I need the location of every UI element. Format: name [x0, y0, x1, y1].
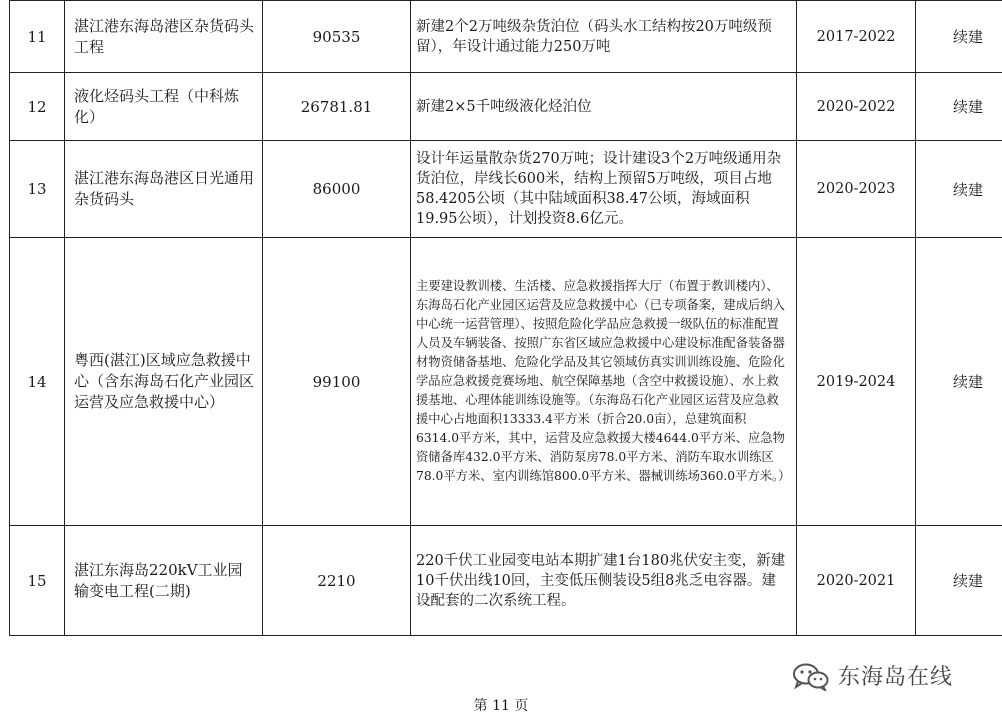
construction-period: 2017-2022	[797, 1, 916, 73]
table-row	[10, 141, 1002, 238]
row-number: 15	[10, 526, 65, 636]
project-name: 湛江东海岛220kV工业园输变电工程(二期)	[65, 526, 263, 636]
construction-period: 2020-2023	[797, 141, 916, 238]
construction-content: 新建2×5千吨级液化烃泊位	[411, 73, 797, 141]
row-number: 14	[10, 238, 65, 526]
investment-amount: 2210	[263, 526, 411, 636]
table-row	[10, 238, 1002, 526]
project-status: 续建	[916, 73, 1002, 141]
construction-period: 2020-2022	[797, 73, 916, 141]
row-number: 11	[10, 1, 65, 73]
table-row	[10, 73, 1002, 141]
construction-content: 新建2个2万吨级杂货泊位（码头水工结构按20万吨级预留），年设计通过能力250万吨	[411, 1, 797, 73]
wechat-icon	[790, 661, 832, 691]
construction-period: 2019-2024	[797, 238, 916, 526]
project-name: 湛江港东海岛港区杂货码头工程	[65, 1, 263, 73]
project-name: 粤西(湛江)区域应急救援中心（含东海岛石化产业园区运营及应急救援中心）	[65, 238, 263, 526]
project-status: 续建	[916, 526, 1002, 636]
project-status: 续建	[916, 1, 1002, 73]
project-status: 续建	[916, 238, 1002, 526]
row-number: 13	[10, 141, 65, 238]
row-number: 12	[10, 73, 65, 141]
project-name: 湛江港东海岛港区日光通用杂货码头	[65, 141, 263, 238]
construction-period: 2020-2021	[797, 526, 916, 636]
page-number: 第 11 页	[473, 698, 529, 714]
watermark-text: 东海岛在线	[838, 665, 954, 690]
investment-amount: 86000	[263, 141, 411, 238]
investment-amount: 90535	[263, 1, 411, 73]
investment-amount: 99100	[263, 238, 411, 526]
project-table	[9, 0, 1002, 636]
investment-amount: 26781.81	[263, 73, 411, 141]
watermark	[790, 660, 953, 691]
project-status: 续建	[916, 141, 1002, 238]
construction-content: 主要建设教训楼、生活楼、应急救援指挥大厅（布置于教训楼内）、东海岛石化产业园区运营及应急救援中心（已专项备案，建成后纳入中心统一运营管理）、按照危险化学品应急救援一级队伍的标准配置人员及车辆装备、按照广东省区域应急救援中心建设标准配备装备器材物资储备基地、危险化学品及其它领域仿真实训训练设施、危险化学品应急救援竞赛场地、航空保障基地（含空中救援设施）、水上救援基地、心理体能训练设施等。（东海岛石化产业园区运营及应急救援中心占地面积13333.4平方米（折合20.0亩），总建筑面积6314.0平方米，其中，运营及应急救援大楼4644.0平方米、应急物资储备库432.0平方米、消防泵房78.0平方米、消防车取水训练区78.0平方米、室内训练馆800.0平方米、器械训练场360.0平方米。）	[411, 238, 797, 526]
table-row	[10, 1, 1002, 73]
project-name: 液化烃码头工程（中科炼化）	[65, 73, 263, 141]
construction-content: 设计年运量散杂货270万吨；设计建设3个2万吨级通用杂货泊位，岸线长600米，结构上预留5万吨级，项目占地58.4205公顷（其中陆域面积38.47公顷，海域面积19.95公顷），计划投资8.6亿元。	[411, 141, 797, 238]
construction-content: 220千伏工业园变电站本期扩建1台180兆伏安主变，新建10千伏出线10回，主变低压侧装设5组8兆乏电容器。建设配套的二次系统工程。	[411, 526, 797, 636]
table-row	[10, 526, 1002, 636]
